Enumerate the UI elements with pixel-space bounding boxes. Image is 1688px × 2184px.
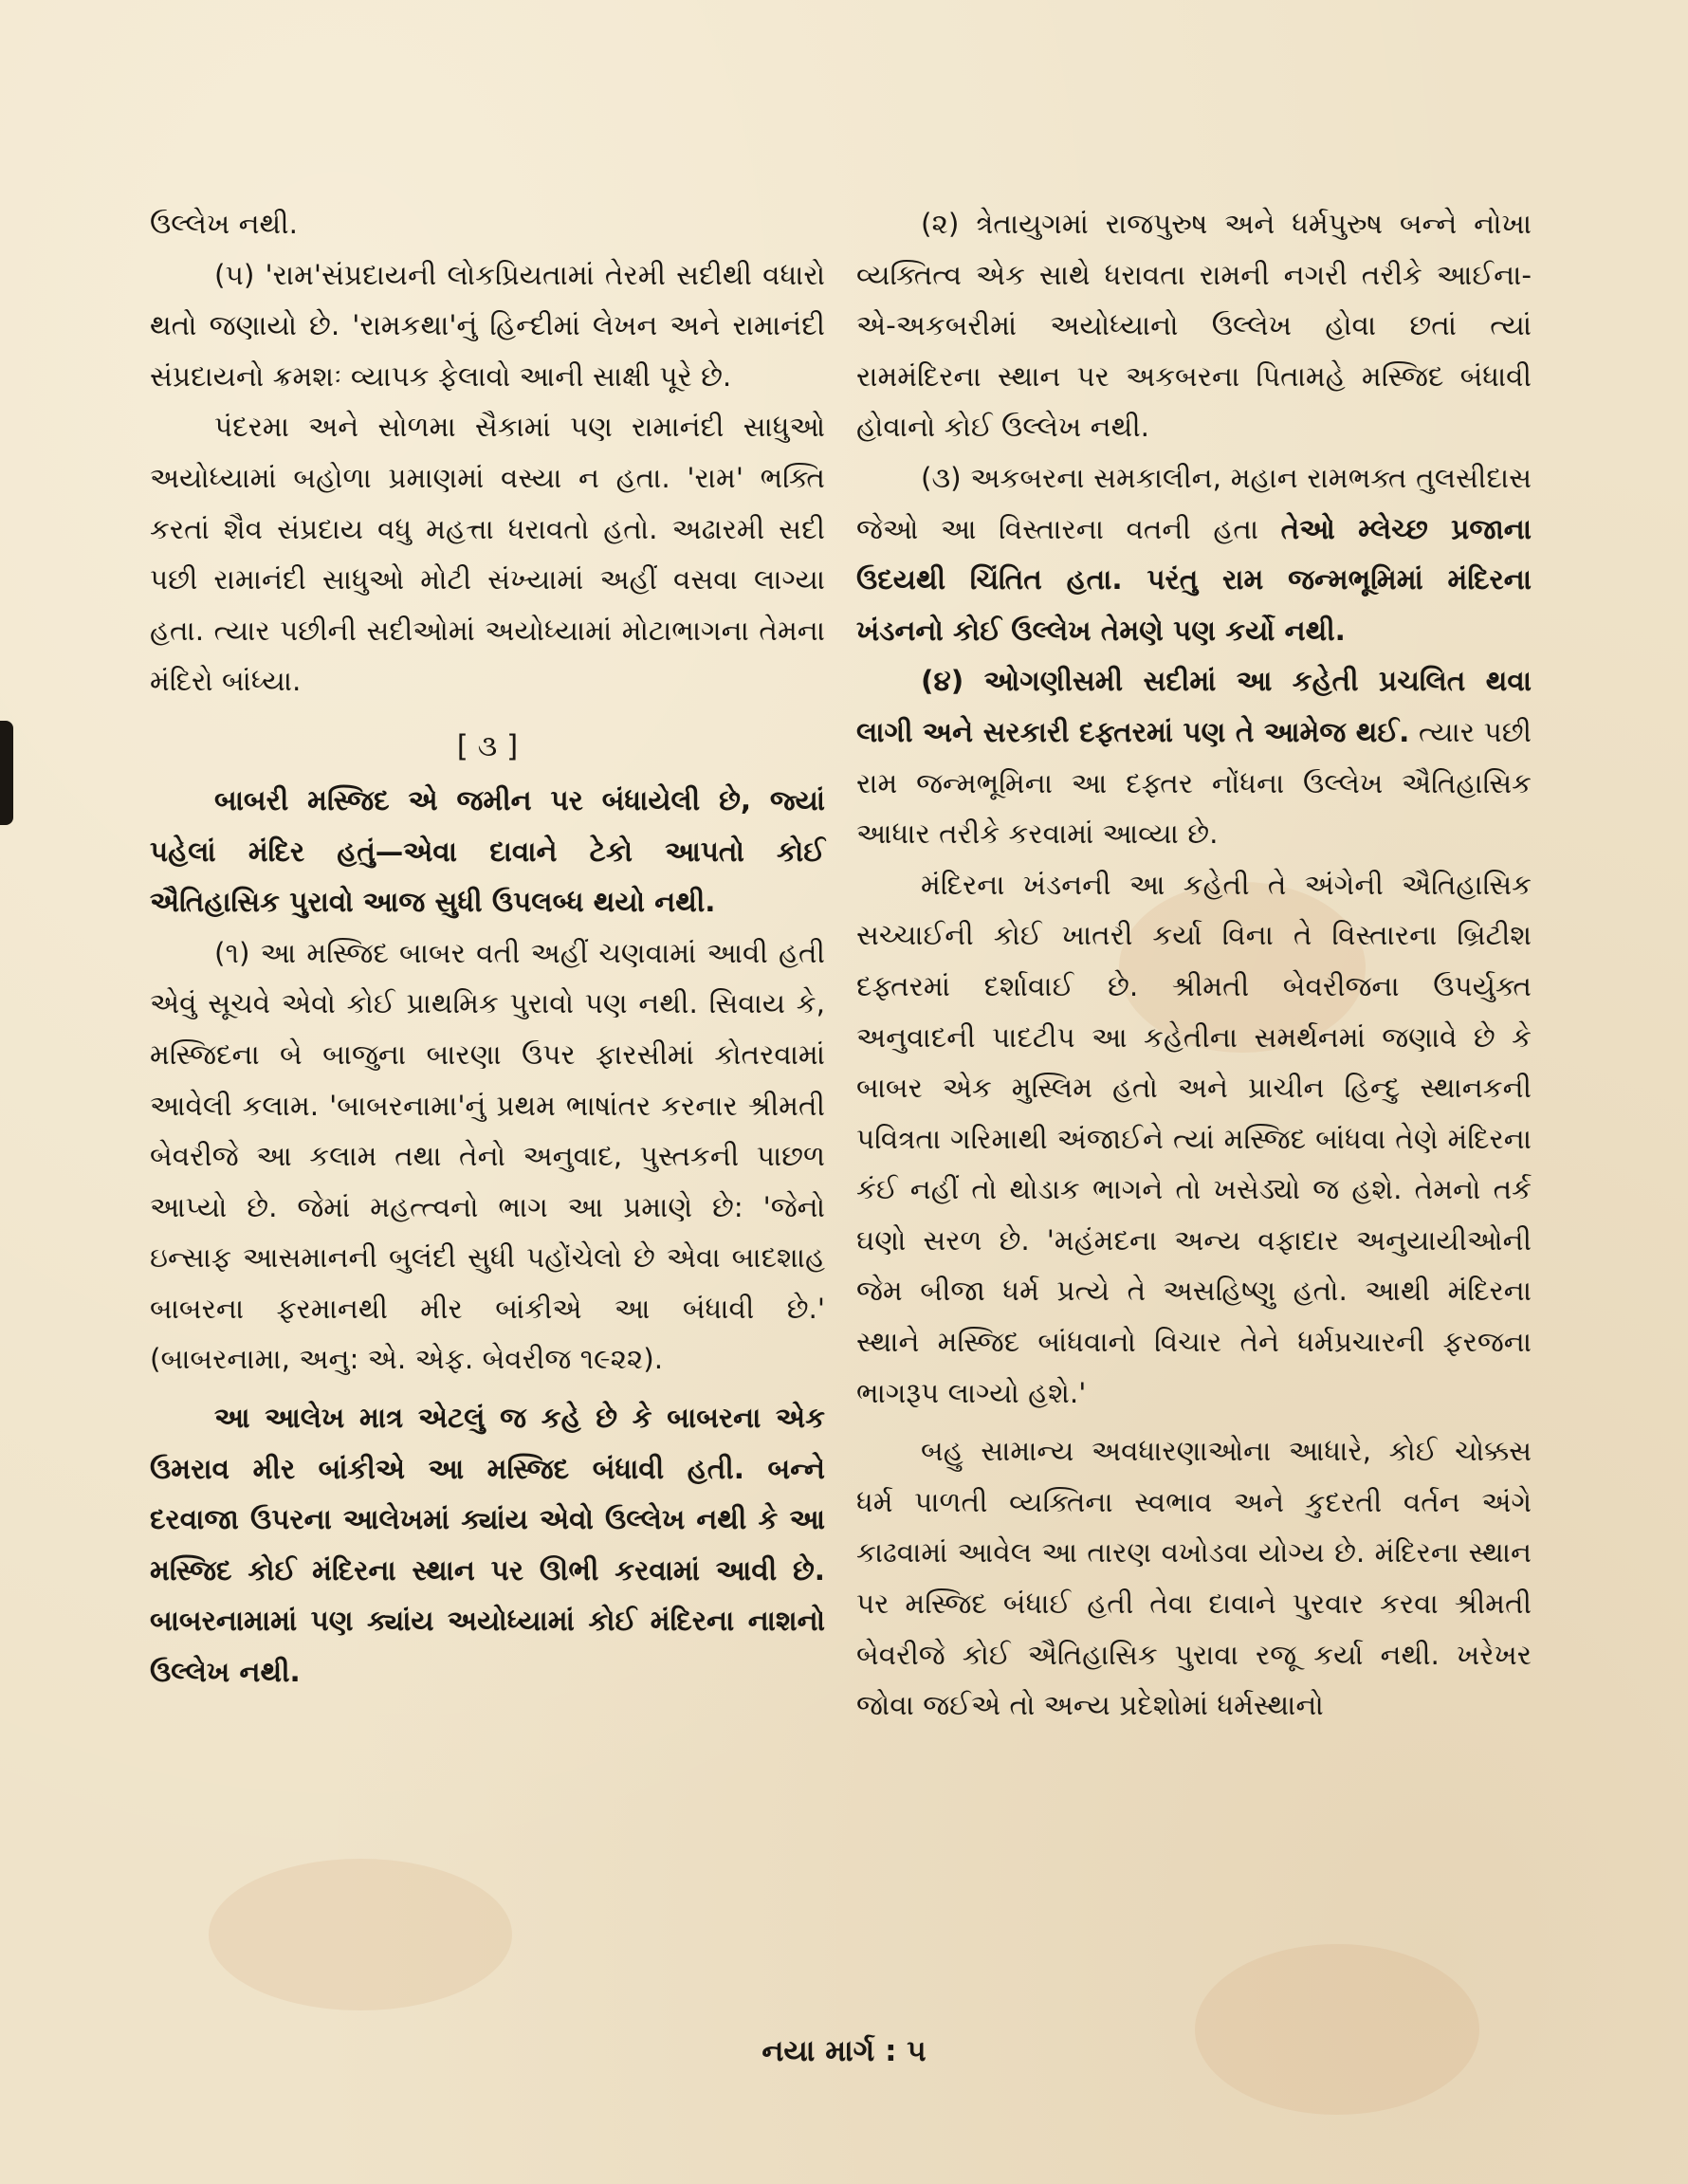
left-column [150, 199, 825, 1698]
paragraph: (૫) 'રામ'સંપ્રદાયની લોકપ્રિયતામાં તેરમી સદીથી વધારો થતો જણાયો છે. 'રામકથા'નું હિન્દીમાં લેખન અને રામાનંદી સંપ્રદાયનો ક્રમશઃ વ્યાપક ફેલાવો આની સાક્ષી પૂરે છે. [150, 258, 825, 393]
paragraph-text: (૩) અકબરના સમકાલીન, મહાન રામભક્ત તુલસીદાસ જેઓ આ વિસ્તારના વતની હતા [856, 461, 1532, 545]
paragraph: ઉલ્લેખ નથી. [150, 208, 298, 240]
paper-stain [209, 1859, 512, 2010]
paragraph [856, 453, 1532, 656]
section-number: [ ૩ ] [456, 728, 519, 763]
paragraph: મંદિરના ખંડનની આ કહેતી તે અંગેની ઐતિહાસિક સચ્ચાઈની કોઈ ખાતરી કર્યા વિના તે વિસ્તારના બ્રિટીશ દફ્તરમાં દર્શાવાઈ છે. શ્રીમતી બેવરીજના ઉપર્યુક્ત અનુવાદની પાદટીપ આ કહેતીના સમર્થનમાં જણાવે છે કે બાબર એક મુસ્લિમ હતો અને પ્રાચીન હિન્દુ સ્થાનકની પવિત્રતા ગરિમાથી અંજાઈને ત્યાં મસ્જિદ બાંધવા તેણે મંદિરના કંઈ નહીં તો થોડાક ભાગને તો ખસેડ્યો જ હશે. તેમનો તર્ક ઘણો સરળ છે. 'મહંમદના અન્ય વફાદાર અનુયાયીઓની જેમ બીજા ધર્મ પ્રત્યે તે અસહિષ્ણુ હતો. આથી મંદિરના સ્થાને મસ્જિદ બાંધવાનો વિચાર તેને ધર્મપ્રચારની ફરજના ભાગરૂપ લાગ્યો હશે.' [856, 868, 1532, 1409]
paragraph-gap [856, 1419, 1532, 1426]
bold-text: તેઓ મ્લેચ્છ પ્રજાના ઉદયથી ચિંતિત હતા. પરંતુ રામ જન્મભૂમિમાં મંદિરના ખંડનનો કોઈ ઉલ્લેખ તેમણે પણ કર્યો નથી. [856, 512, 1532, 647]
bold-text: (૪) ઓગણીસમી સદીમાં આ કહેતી પ્રચલિત થવા લાગી અને સરકારી દફ્તરમાં પણ તે આમેજ થઈ. [856, 665, 1532, 748]
paragraph-text: ત્યાર પછી રામ જન્મભૂમિના આ દફ્તર નોંધના ઉલ્લેખ ઐતિહાસિક આધાર તરીકે કરવામાં આવ્યા છે. [856, 715, 1532, 851]
paragraph: (૨) ત્રેતાયુગમાં રાજપુરુષ અને ધર્મપુરુષ બન્ને નોખા વ્યક્તિત્વ એક સાથે ધરાવતા રામની નગરી તરીકે આઈના-એ-અકબરીમાં અયોધ્યાનો ઉલ્લેખ હોવા છતાં ત્યાં રામમંદિરના સ્થાન પર અકબરના પિતામહે મસ્જિદ બંધાવી હોવાનો કોઈ ઉલ્લેખ નથી. [856, 208, 1532, 444]
page-footer: નયા માર્ગ : ૫ [761, 2034, 927, 2068]
highlight-paragraph: આ આલેખ માત્ર એટલું જ કહે છે કે બાબરના એક ઉમરાવ મીર બાંકીએ આ મસ્જિદ બંધાવી હતી. બન્ને દરવાજા ઉપરના આલેખમાં ક્યાંય એવો ઉલ્લેખ નથી કે આ મસ્જિદ કોઈ મંદિરના સ્થાન પર ઊભી કરવામાં આવી છે. બાબરનામામાં પણ ક્યાંય અયોધ્યામાં કોઈ મંદિરના નાશનો ઉલ્લેખ નથી. [150, 1402, 825, 1689]
paragraph: પંદરમા અને સોળમા સૈકામાં પણ રામાનંદી સાધુઓ અયોધ્યામાં બહોળા પ્રમાણમાં વસ્યા ન હતા. 'રામ' ભક્તિ કરતાં શૈવ સંપ્રદાય વધુ મહત્તા ધરાવતો હતો. અઢારમી સદી પછી રામાનંદી સાધુઓ મોટી સંખ્યામાં અહીં વસવા લાગ્યા હતા. ત્યાર પછીની સદીઓમાં અયોધ્યામાં મોટાભાગના તેમના મંદિરો બાંધ્યા. [150, 411, 825, 698]
paragraph: બહુ સામાન્ય અવધારણાઓના આધારે, કોઈ ચોક્કસ ધર્મ પાળતી વ્યક્તિના સ્વભાવ અને કુદરતી વર્તન અંગે કાઢવામાં આવેલ આ તારણ વખોડવા યોગ્ય છે. મંદિરના સ્થાન પર મસ્જિદ બંધાઈ હતી તેવા દાવાને પુરવાર કરવા શ્રીમતી બેવરીજે કોઈ ઐતિહાસિક પુરાવા રજૂ કર્યા નથી. ખરેખર જોવા જઈએ તો અન્ય પ્રદેશોમાં ધર્મસ્થાનો [856, 1435, 1532, 1722]
paragraph-gap [150, 1386, 825, 1393]
right-column [856, 199, 1532, 1732]
paragraph [856, 656, 1532, 859]
highlight-paragraph: બાબરી મસ્જિદ એ જમીન પર બંધાયેલી છે, જ્યાં પહેલાં મંદિર હતું—એવા દાવાને ટેકો આપતો કોઈ ઐતિહાસિક પુરાવો આજ સુધી ઉપલબ્ધ થયો નથી. [150, 783, 825, 919]
binding-edge-mark [0, 721, 13, 825]
paragraph: (૧) આ મસ્જિદ બાબર વતી અહીં ચણવામાં આવી હતી એવું સૂચવે એવો કોઈ પ્રાથમિક પુરાવો પણ નથી. સિવાય કે, મસ્જિદના બે બાજુના બારણા ઉપર ફારસીમાં કોતરવામાં આવેલી કલામ. 'બાબરનામા'નું પ્રથમ ભાષાંતર કરનાર શ્રીમતી બેવરીજે આ કલામ તથા તેનો અનુવાદ, પુસ્તકની પાછળ આપ્યો છે. જેમાં મહત્ત્વનો ભાગ આ પ્રમાણે છે: 'જેનો ઇન્સાફ આસમાનની બુલંદી સુધી પહોંચેલો છે એવા બાદશાહ બાબરના ફરમાનથી મીર બાંકીએ આ બંધાવી છે.' (બાબરનામા, અનુ: એ. એફ. બેવરીજ ૧૯૨૨). [150, 936, 825, 1376]
